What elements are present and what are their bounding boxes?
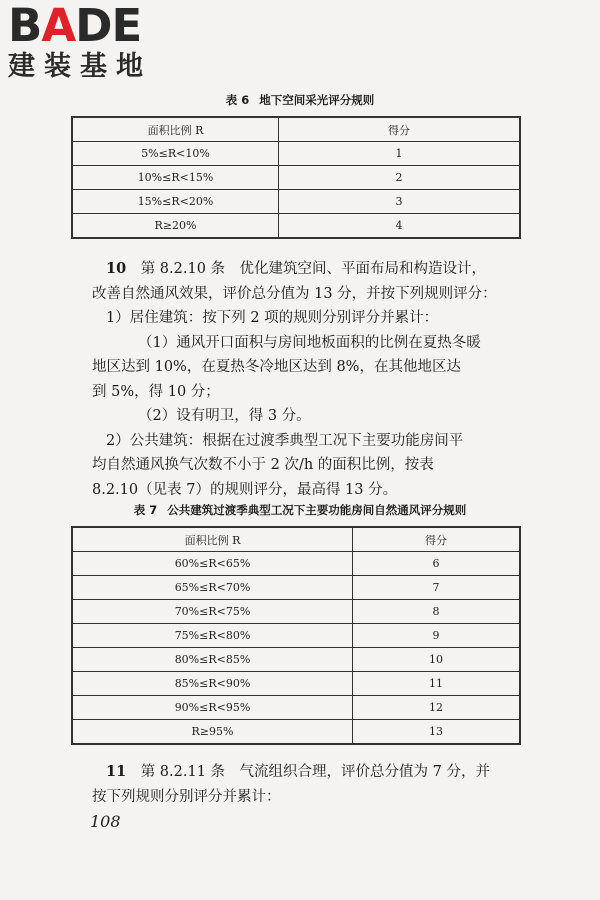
table-row	[72, 576, 520, 600]
score-cell: 6	[353, 552, 521, 576]
score-cell: 10	[353, 648, 521, 672]
score-cell: 9	[353, 624, 521, 648]
score-cell: 3	[279, 190, 521, 214]
section10-line2: 改善自然通风效果，评价总分值为 13 分，并按下列规则评分：	[92, 285, 497, 302]
score-cell: 2	[279, 166, 521, 190]
bade-logo	[8, 2, 152, 84]
table-row	[72, 552, 520, 576]
table-row	[72, 672, 520, 696]
section10-item2c: 8.2.10（见表 7）的规则评分，最高得 13 分。	[92, 481, 398, 498]
area-ratio-cell: R≥95%	[72, 720, 353, 745]
area-ratio-cell: 90%≤R<95%	[72, 696, 353, 720]
score-cell: 13	[353, 720, 521, 745]
table-row	[72, 648, 520, 672]
section10-item2b: 均自然通风换气次数不小于 2 次/h 的面积比例，按表	[92, 457, 434, 473]
logo-wordmark: BADE	[8, 0, 142, 52]
header-score: 得分	[279, 117, 521, 142]
section10-item1-2: （2）设有明卫，得 3 分。	[138, 408, 311, 424]
section10-line1: 10 第 8.2.10 条 优化建筑空间、平面布局和构造设计，	[106, 260, 487, 277]
table-row	[72, 142, 520, 166]
section11-line1: 11 第 8.2.11 条 气流组织合理，评价总分值为 7 分，并	[106, 763, 490, 780]
section-10	[92, 257, 524, 502]
section10-item1-1b: 地区达到 10%，在夏热冬冷地区达到 8%，在其他地区达	[92, 359, 461, 375]
table-row	[72, 190, 520, 214]
table-row	[72, 696, 520, 720]
score-cell: 4	[279, 214, 521, 239]
score-cell: 1	[279, 142, 521, 166]
section-11	[92, 760, 524, 809]
area-ratio-cell: 15%≤R<20%	[72, 190, 279, 214]
header-area-ratio: 面积比例 R	[72, 527, 353, 552]
table-row	[72, 624, 520, 648]
section10-item1: 1）居住建筑：按下列 2 项的规则分别评分并累计：	[106, 310, 439, 326]
area-ratio-cell: 70%≤R<75%	[72, 600, 353, 624]
table6	[71, 116, 521, 239]
table-row	[72, 600, 520, 624]
logo-subtitle: 建装基地	[8, 51, 152, 82]
section11-line2: 按下列规则分别评分并累计：	[92, 788, 281, 805]
header-score: 得分	[353, 527, 521, 552]
table-header-row	[72, 117, 520, 142]
score-cell: 8	[353, 600, 521, 624]
area-ratio-cell: 10%≤R<15%	[72, 166, 279, 190]
table-header-row	[72, 527, 520, 552]
section10-item1-1a: （1）通风开口面积与房间地板面积的比例在夏热冬暖	[138, 334, 481, 351]
area-ratio-cell: 75%≤R<80%	[72, 624, 353, 648]
table6-caption: 表 6 地下空间采光评分规则	[225, 93, 375, 107]
area-ratio-cell: 60%≤R<65%	[72, 552, 353, 576]
score-cell: 11	[353, 672, 521, 696]
area-ratio-cell: 65%≤R<70%	[72, 576, 353, 600]
area-ratio-cell: 85%≤R<90%	[72, 672, 353, 696]
area-ratio-cell: R≥20%	[72, 214, 279, 239]
table-row	[72, 720, 520, 745]
table7-caption: 表 7 公共建筑过渡季典型工况下主要功能房间自然通风评分规则	[133, 503, 467, 517]
area-ratio-cell: 5%≤R<10%	[72, 142, 279, 166]
score-cell: 12	[353, 696, 521, 720]
area-ratio-cell: 80%≤R<85%	[72, 648, 353, 672]
page-number: 108	[90, 812, 121, 831]
table7	[71, 526, 521, 745]
section10-item1-1c: 到 5%，得 10 分；	[92, 383, 220, 400]
section10-item2a: 2）公共建筑：根据在过渡季典型工况下主要功能房间平	[106, 432, 464, 449]
score-cell: 7	[353, 576, 521, 600]
table-row	[72, 166, 520, 190]
table-row	[72, 214, 520, 239]
header-area-ratio: 面积比例 R	[72, 117, 279, 142]
